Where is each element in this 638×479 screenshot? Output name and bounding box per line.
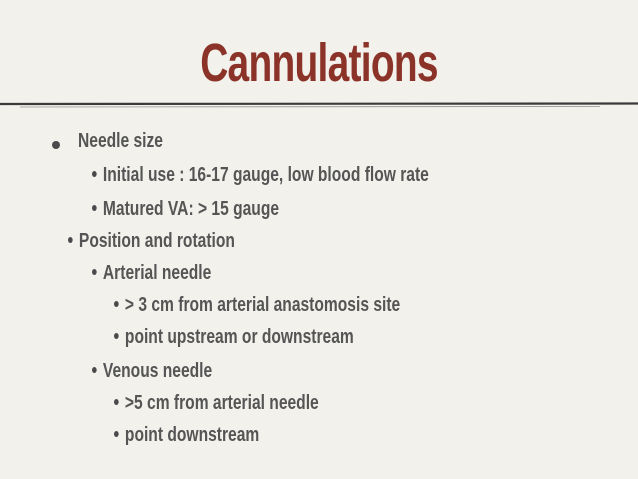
bullet-dot-icon: [114, 431, 119, 437]
bullet-dot-icon: [92, 171, 97, 177]
bullet-dot-icon: [114, 301, 119, 307]
bullet-text: > 3 cm from arterial anastomosis site: [124, 294, 401, 316]
bullet-text: Venous needle: [102, 360, 213, 382]
title-divider: [0, 100, 638, 112]
bullet-item: [92, 160, 429, 190]
bullet-text: point downstream: [124, 424, 260, 446]
bullet-marker-icon: [52, 141, 60, 149]
bullet-dot-icon: [114, 333, 119, 339]
bullet-item: [114, 290, 400, 320]
bullet-dot-icon: [92, 367, 97, 373]
bullet-text: Initial use : 16-17 gauge, low blood flow rate: [102, 164, 429, 186]
bullet-item: [92, 194, 279, 224]
bullet-text: Arterial needle: [102, 262, 212, 284]
bullet-dot-icon: [92, 205, 97, 211]
slide-title: Cannulations: [200, 33, 438, 93]
bullet-dot-icon: [92, 269, 97, 275]
bullet-item: [114, 388, 319, 418]
bullet-item: [92, 258, 211, 288]
bullet-item: [92, 356, 212, 386]
bullet-text: >5 cm from arterial needle: [124, 392, 319, 414]
bullet-dot-icon: [114, 399, 119, 405]
bullet-text: Matured VA: > 15 gauge: [102, 198, 280, 220]
bullet-item: [114, 322, 354, 352]
bullet-item: [68, 226, 235, 256]
bullet-text: point upstream or downstream: [124, 326, 354, 348]
bullet-text: Needle size: [78, 130, 163, 152]
bullet-item: [114, 420, 259, 450]
bullet-item: [78, 126, 163, 156]
bullet-dot-icon: [68, 237, 73, 243]
bullet-text: Position and rotation: [78, 230, 235, 252]
